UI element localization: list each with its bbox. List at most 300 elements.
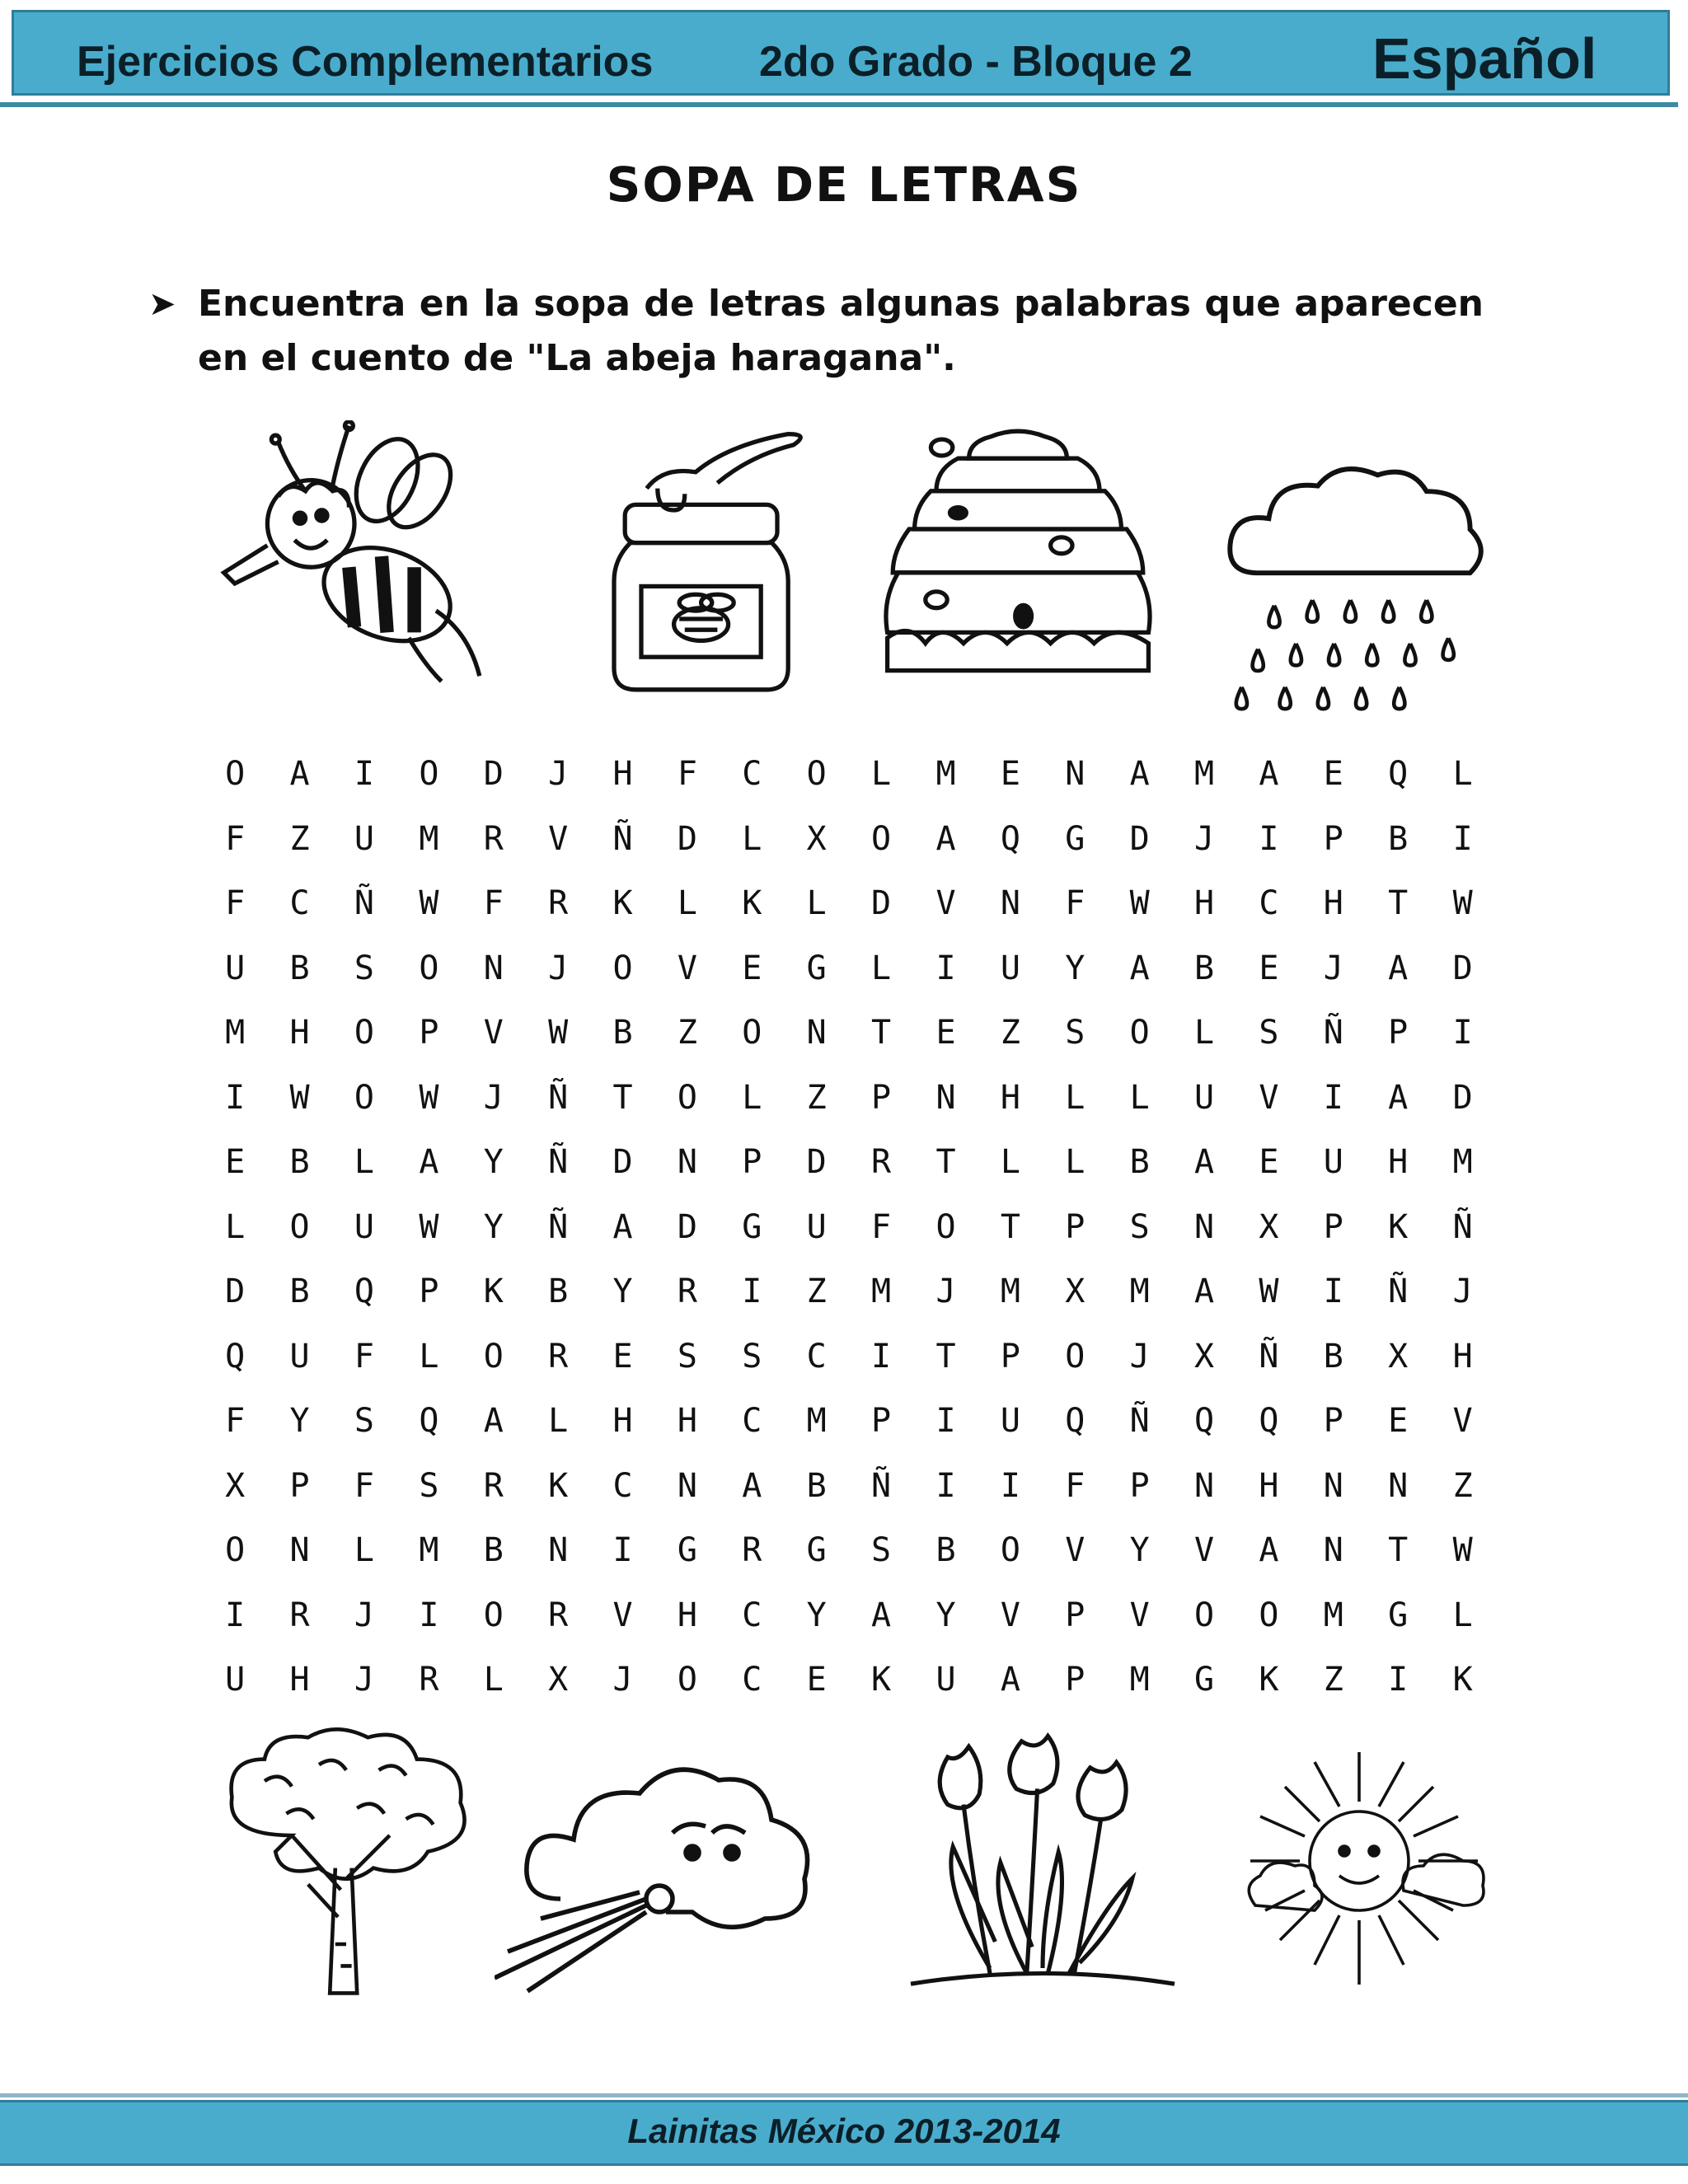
grid-letter: Y <box>483 1207 504 1246</box>
grid-letter: B <box>1129 1143 1150 1181</box>
grid-letter: W <box>419 884 439 922</box>
grid-letter: Y <box>1065 949 1085 987</box>
grid-letter: A <box>1129 755 1150 793</box>
grid-letter: N <box>1194 1466 1215 1505</box>
grid-letter: Ñ <box>1388 1272 1409 1310</box>
grid-letter: A <box>612 1207 633 1246</box>
grid-letter: K <box>612 884 633 922</box>
grid-letter: B <box>1323 1337 1343 1376</box>
grid-letter: D <box>1452 949 1473 987</box>
grid-letter: G <box>1065 819 1085 858</box>
grid-letter: W <box>1452 884 1473 922</box>
grid-letter: S <box>354 1402 375 1440</box>
grid-letter: K <box>483 1272 504 1310</box>
grid-letter: M <box>1452 1143 1473 1181</box>
grid-letter: O <box>806 755 827 793</box>
grid-letter: K <box>1259 1661 1279 1699</box>
grid-letter: B <box>935 1531 956 1569</box>
grid-letter: U <box>806 1207 827 1246</box>
grid-letter: N <box>1000 884 1020 922</box>
grid-letter: B <box>1388 819 1409 858</box>
grid-letter: A <box>1259 1531 1279 1569</box>
grid-letter: L <box>548 1402 569 1440</box>
grid-letter: O <box>225 755 246 793</box>
grid-letter: V <box>1452 1402 1473 1440</box>
grid-letter: U <box>289 1337 310 1376</box>
grid-letter: O <box>871 819 892 858</box>
grid-letter: V <box>1259 1078 1279 1117</box>
grid-letter: C <box>742 1596 762 1634</box>
grid-letter: N <box>1323 1466 1343 1505</box>
grid-letter: Ñ <box>612 819 633 858</box>
grid-letter: O <box>935 1207 956 1246</box>
grid-letter: M <box>225 1014 246 1052</box>
grid-letter: O <box>1000 1531 1020 1569</box>
grid-letter: T <box>935 1143 956 1181</box>
grid-letter: I <box>225 1078 246 1117</box>
grid-letter: H <box>612 1402 633 1440</box>
grid-letter: I <box>612 1531 633 1569</box>
grid-letter: N <box>483 949 504 987</box>
grid-letter: Ñ <box>548 1207 569 1246</box>
footer-credit: Lainitas México 2013-2014 <box>627 2111 1061 2150</box>
grid-letter: U <box>1194 1078 1215 1117</box>
grid-letter: Z <box>806 1272 827 1310</box>
grid-letter: G <box>742 1207 762 1246</box>
grid-letter: A <box>935 819 956 858</box>
grid-letter: H <box>1000 1078 1020 1117</box>
grid-letter: I <box>1259 819 1279 858</box>
header-subject: Español <box>1372 26 1597 91</box>
grid-letter: O <box>1129 1014 1150 1052</box>
grid-letter: L <box>871 755 892 793</box>
grid-letter: B <box>806 1466 827 1505</box>
grid-letter: O <box>1194 1596 1215 1634</box>
grid-letter: Q <box>1000 819 1020 858</box>
grid-letter: A <box>1259 755 1279 793</box>
grid-letter: C <box>806 1337 827 1376</box>
grid-letter: M <box>419 1531 439 1569</box>
grid-letter: R <box>419 1661 439 1699</box>
grid-letter: J <box>1129 1337 1150 1376</box>
grid-letter: Z <box>289 819 310 858</box>
grid-letter: L <box>354 1143 375 1181</box>
grid-letter: P <box>1323 1207 1343 1246</box>
header-bar <box>12 10 1670 96</box>
grid-letter: O <box>289 1207 310 1246</box>
grid-letter: E <box>935 1014 956 1052</box>
grid-letter: O <box>612 949 633 987</box>
grid-letter: X <box>548 1661 569 1699</box>
grid-letter: L <box>1452 1596 1473 1634</box>
grid-letter: M <box>871 1272 892 1310</box>
grid-letter: J <box>935 1272 956 1310</box>
grid-letter: E <box>1259 1143 1279 1181</box>
grid-letter: S <box>1129 1207 1150 1246</box>
grid-letter: V <box>612 1596 633 1634</box>
grid-letter: D <box>677 819 697 858</box>
grid-letter: M <box>1323 1596 1343 1634</box>
grid-letter: P <box>871 1402 892 1440</box>
grid-letter: V <box>935 884 956 922</box>
rain-cloud-icon <box>1220 453 1492 725</box>
honey-jar-icon <box>587 429 859 701</box>
grid-letter: U <box>935 1661 956 1699</box>
grid-letter: I <box>935 949 956 987</box>
instruction-text: Encuentra en la sopa de letras algunas palabras que aparecen en el cuento de "La abeja haragana". <box>198 283 1484 379</box>
grid-letter: L <box>806 884 827 922</box>
grid-letter: H <box>289 1661 310 1699</box>
grid-letter: J <box>548 949 569 987</box>
grid-letter: I <box>871 1337 892 1376</box>
grid-letter: O <box>419 949 439 987</box>
grid-letter: Z <box>1452 1466 1473 1505</box>
grid-letter: W <box>419 1078 439 1117</box>
grid-letter: N <box>1388 1466 1409 1505</box>
grid-letter: O <box>354 1014 375 1052</box>
grid-letter: O <box>225 1531 246 1569</box>
grid-letter: I <box>935 1402 956 1440</box>
grid-letter: S <box>354 949 375 987</box>
grid-letter: E <box>742 949 762 987</box>
grid-letter: B <box>612 1014 633 1052</box>
grid-letter: X <box>806 819 827 858</box>
grid-letter: Ñ <box>1452 1207 1473 1246</box>
grid-letter: W <box>548 1014 569 1052</box>
grid-letter: I <box>1388 1661 1409 1699</box>
grid-letter: N <box>548 1531 569 1569</box>
grid-letter: O <box>742 1014 762 1052</box>
grid-letter: P <box>1065 1207 1085 1246</box>
grid-letter: X <box>1065 1272 1085 1310</box>
grid-letter: R <box>677 1272 697 1310</box>
grid-letter: T <box>1388 884 1409 922</box>
grid-letter: L <box>1000 1143 1020 1181</box>
grid-letter: P <box>742 1143 762 1181</box>
grid-letter: S <box>1259 1014 1279 1052</box>
grid-letter: N <box>806 1014 827 1052</box>
grid-letter: D <box>1452 1078 1473 1117</box>
grid-letter: H <box>612 755 633 793</box>
grid-letter: C <box>742 755 762 793</box>
grid-letter: J <box>1194 819 1215 858</box>
grid-letter: W <box>1259 1272 1279 1310</box>
grid-letter: Q <box>1388 755 1409 793</box>
grid-letter: X <box>1259 1207 1279 1246</box>
grid-letter: D <box>483 755 504 793</box>
grid-letter: O <box>483 1596 504 1634</box>
arrow-bullet-icon: ➤ <box>148 285 176 323</box>
grid-letter: X <box>1194 1337 1215 1376</box>
grid-letter: Ñ <box>548 1143 569 1181</box>
grid-letter: D <box>225 1272 246 1310</box>
grid-letter: S <box>677 1337 697 1376</box>
grid-letter: E <box>1388 1402 1409 1440</box>
grid-letter: R <box>548 1337 569 1376</box>
grid-letter: D <box>677 1207 697 1246</box>
grid-letter: A <box>1388 1078 1409 1117</box>
grid-letter: Y <box>935 1596 956 1634</box>
grid-letter: T <box>1388 1531 1409 1569</box>
grid-letter: X <box>1388 1337 1409 1376</box>
grid-letter: R <box>548 1596 569 1634</box>
grid-letter: L <box>225 1207 246 1246</box>
grid-letter: A <box>1194 1143 1215 1181</box>
grid-letter: P <box>1065 1661 1085 1699</box>
grid-letter: B <box>289 1143 310 1181</box>
grid-letter: F <box>354 1466 375 1505</box>
grid-letter: K <box>742 884 762 922</box>
grid-letter: B <box>483 1531 504 1569</box>
grid-letter: A <box>1129 949 1150 987</box>
grid-letter: X <box>225 1466 246 1505</box>
page-title: SOPA DE LETRAS <box>606 157 1082 213</box>
grid-letter: E <box>1259 949 1279 987</box>
grid-letter: H <box>1452 1337 1473 1376</box>
grid-letter: L <box>677 884 697 922</box>
grid-letter: T <box>935 1337 956 1376</box>
grid-letter: P <box>419 1272 439 1310</box>
grid-letter: V <box>1129 1596 1150 1634</box>
grid-letter: U <box>225 1661 246 1699</box>
wind-cloud-icon <box>495 1747 824 1994</box>
grid-letter: C <box>742 1661 762 1699</box>
grid-letter: P <box>1129 1466 1150 1505</box>
grid-letter: A <box>419 1143 439 1181</box>
grid-letter: L <box>354 1531 375 1569</box>
grid-letter: I <box>935 1466 956 1505</box>
grid-letter: Ñ <box>548 1078 569 1117</box>
grid-letter: A <box>1194 1272 1215 1310</box>
grid-letter: B <box>289 949 310 987</box>
grid-letter: R <box>871 1143 892 1181</box>
grid-letter: Q <box>225 1337 246 1376</box>
grid-letter: J <box>1323 949 1343 987</box>
grid-letter: F <box>225 1402 246 1440</box>
bee-icon <box>218 420 490 692</box>
grid-letter: V <box>1000 1596 1020 1634</box>
grid-letter: K <box>871 1661 892 1699</box>
grid-letter: T <box>871 1014 892 1052</box>
grid-letter: I <box>1452 819 1473 858</box>
grid-letter: M <box>1129 1272 1150 1310</box>
grid-letter: D <box>871 884 892 922</box>
grid-letter: K <box>1452 1661 1473 1699</box>
grid-letter: S <box>871 1531 892 1569</box>
grid-letter: H <box>1388 1143 1409 1181</box>
grid-letter: N <box>677 1466 697 1505</box>
grid-letter: F <box>225 819 246 858</box>
grid-letter: M <box>1129 1661 1150 1699</box>
grid-letter: L <box>1452 755 1473 793</box>
grid-letter: S <box>742 1337 762 1376</box>
grid-letter: I <box>1000 1466 1020 1505</box>
sun-icon <box>1228 1747 1500 1994</box>
grid-letter: M <box>935 755 956 793</box>
grid-letter: P <box>871 1078 892 1117</box>
grid-letter: P <box>419 1014 439 1052</box>
grid-letter: U <box>354 1207 375 1246</box>
grid-letter: V <box>1194 1531 1215 1569</box>
grid-letter: P <box>1323 1402 1343 1440</box>
grid-letter: O <box>419 755 439 793</box>
grid-letter: H <box>1323 884 1343 922</box>
grid-letter: F <box>354 1337 375 1376</box>
grid-letter: P <box>1065 1596 1085 1634</box>
grid-letter: A <box>1388 949 1409 987</box>
grid-letter: L <box>483 1661 504 1699</box>
grid-letter: J <box>548 755 569 793</box>
grid-letter: M <box>1194 755 1215 793</box>
grid-letter: H <box>677 1402 697 1440</box>
grid-letter: U <box>1000 949 1020 987</box>
grid-letter: A <box>742 1466 762 1505</box>
grid-letter: H <box>1194 884 1215 922</box>
grid-letter: U <box>1323 1143 1343 1181</box>
grid-letter: Ñ <box>1259 1337 1279 1376</box>
grid-letter: G <box>806 1531 827 1569</box>
grid-letter: E <box>806 1661 827 1699</box>
grid-letter: B <box>1194 949 1215 987</box>
grid-letter: I <box>354 755 375 793</box>
grid-letter: J <box>354 1661 375 1699</box>
grid-letter: O <box>1259 1596 1279 1634</box>
grid-letter: D <box>612 1143 633 1181</box>
grid-letter: C <box>742 1402 762 1440</box>
grid-letter: P <box>1323 819 1343 858</box>
grid-letter: N <box>677 1143 697 1181</box>
grid-letter: G <box>1194 1661 1215 1699</box>
grid-letter: I <box>1323 1078 1343 1117</box>
grid-letter: L <box>1129 1078 1150 1117</box>
grid-letter: P <box>289 1466 310 1505</box>
grid-letter: W <box>1452 1531 1473 1569</box>
grid-letter: Q <box>419 1402 439 1440</box>
grid-letter: Y <box>806 1596 827 1634</box>
grid-letter: O <box>1065 1337 1085 1376</box>
grid-letter: F <box>1065 1466 1085 1505</box>
header-grade-block: 2do Grado - Bloque 2 <box>759 38 1193 86</box>
grid-letter: Z <box>806 1078 827 1117</box>
grid-letter: H <box>1259 1466 1279 1505</box>
grid-letter: L <box>1065 1078 1085 1117</box>
grid-letter: V <box>677 949 697 987</box>
grid-letter: K <box>548 1466 569 1505</box>
grid-letter: M <box>806 1402 827 1440</box>
grid-letter: Ñ <box>1323 1014 1343 1052</box>
grid-letter: I <box>742 1272 762 1310</box>
grid-letter: R <box>483 1466 504 1505</box>
grid-letter: N <box>1323 1531 1343 1569</box>
grid-letter: W <box>289 1078 310 1117</box>
grid-letter: V <box>1065 1531 1085 1569</box>
grid-letter: S <box>419 1466 439 1505</box>
grid-letter: J <box>612 1661 633 1699</box>
grid-letter: E <box>1323 755 1343 793</box>
grid-letter: Ñ <box>354 884 375 922</box>
grid-letter: Y <box>612 1272 633 1310</box>
grid-letter: F <box>483 884 504 922</box>
grid-letter: J <box>354 1596 375 1634</box>
grid-letter: P <box>1388 1014 1409 1052</box>
grid-letter: Q <box>1194 1402 1215 1440</box>
word-search-grid <box>203 742 1495 1713</box>
grid-letter: Z <box>677 1014 697 1052</box>
grid-letter: Z <box>1323 1661 1343 1699</box>
tree-icon <box>210 1722 482 2003</box>
grid-letter: L <box>419 1337 439 1376</box>
grid-letter: H <box>677 1596 697 1634</box>
tulips-icon <box>907 1731 1179 1994</box>
grid-letter: Y <box>289 1402 310 1440</box>
grid-letter: C <box>612 1466 633 1505</box>
grid-letter: U <box>225 949 246 987</box>
grid-letter: F <box>871 1207 892 1246</box>
grid-letter: E <box>1000 755 1020 793</box>
grid-letter: O <box>677 1661 697 1699</box>
grid-letter: Ñ <box>871 1466 892 1505</box>
grid-letter: E <box>612 1337 633 1376</box>
grid-letter: Y <box>483 1143 504 1181</box>
grid-letter: I <box>225 1596 246 1634</box>
grid-letter: S <box>1065 1014 1085 1052</box>
grid-letter: L <box>1194 1014 1215 1052</box>
grid-letter: N <box>289 1531 310 1569</box>
grid-letter: H <box>289 1014 310 1052</box>
grid-letter: I <box>419 1596 439 1634</box>
grid-letter: F <box>1065 884 1085 922</box>
grid-letter: F <box>677 755 697 793</box>
grid-letter: N <box>1194 1207 1215 1246</box>
grid-letter: W <box>419 1207 439 1246</box>
grid-letter: U <box>1000 1402 1020 1440</box>
grid-letter: G <box>1388 1596 1409 1634</box>
grid-letter: R <box>548 884 569 922</box>
grid-letter: A <box>871 1596 892 1634</box>
beehive-icon <box>882 420 1154 692</box>
grid-letter: L <box>742 819 762 858</box>
header-series-title: Ejercicios Complementarios <box>77 38 654 86</box>
grid-letter: Q <box>1065 1402 1085 1440</box>
grid-letter: D <box>1129 819 1150 858</box>
grid-letter: L <box>871 949 892 987</box>
grid-letter: O <box>483 1337 504 1376</box>
grid-letter: Q <box>1259 1402 1279 1440</box>
grid-letter: M <box>419 819 439 858</box>
grid-letter: B <box>289 1272 310 1310</box>
grid-letter: A <box>483 1402 504 1440</box>
grid-letter: K <box>1388 1207 1409 1246</box>
grid-letter: U <box>354 819 375 858</box>
grid-letter: Z <box>1000 1014 1020 1052</box>
grid-letter: J <box>1452 1272 1473 1310</box>
grid-letter: L <box>1065 1143 1085 1181</box>
grid-letter: Y <box>1129 1531 1150 1569</box>
grid-letter: A <box>1000 1661 1020 1699</box>
grid-letter: G <box>677 1531 697 1569</box>
grid-letter: F <box>225 884 246 922</box>
grid-letter: N <box>1065 755 1085 793</box>
grid-letter: M <box>1000 1272 1020 1310</box>
grid-letter: G <box>806 949 827 987</box>
grid-letter: J <box>483 1078 504 1117</box>
grid-letter: I <box>1452 1014 1473 1052</box>
grid-letter: C <box>1259 884 1279 922</box>
grid-letter: P <box>1000 1337 1020 1376</box>
grid-letter: I <box>1323 1272 1343 1310</box>
grid-letter: Ñ <box>1129 1402 1150 1440</box>
grid-letter: Q <box>354 1272 375 1310</box>
